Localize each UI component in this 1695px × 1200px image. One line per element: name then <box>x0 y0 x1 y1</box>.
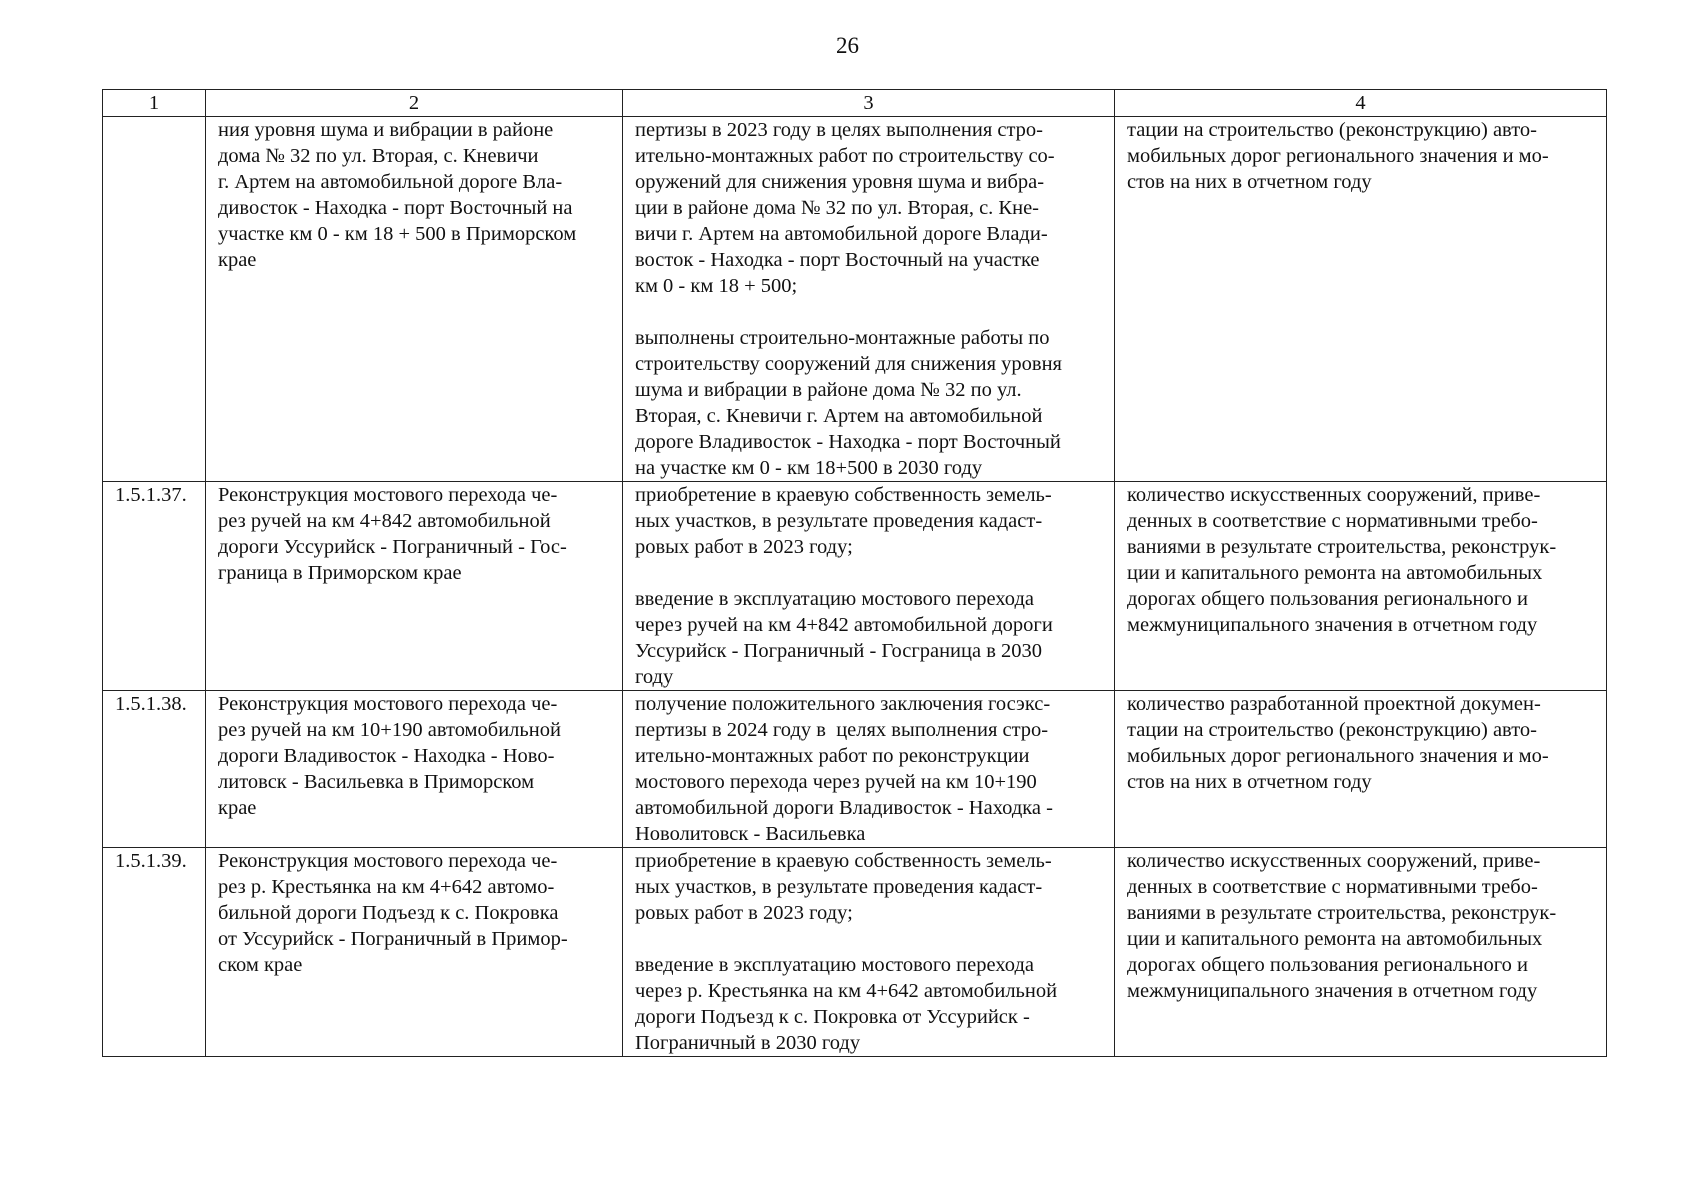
item-indicator: количество искусственных сооружений, приве- денных в соответствие с нормативными требо- ваниями в результате строительства, реконструк- ции и капитального ремонта на автомобильных дорогах общего пользования регионального и межмуниципального значения в отчетном году <box>1115 482 1607 691</box>
page-number: 26 <box>836 33 859 58</box>
table-row <box>103 482 1607 691</box>
item-name: Реконструкция мостового перехода че- рез ручей на км 10+190 автомобильной дороги Владивосток - Находка - Ново- литовск - Васильевка в Приморском крае <box>206 691 623 848</box>
item-indicator: количество искусственных сооружений, приве- денных в соответствие с нормативными требо- ваниями в результате строительства, реконструк- ции и капитального ремонта на автомобильных дорогах общего пользования регионального и межмуниципального значения в отчетном году <box>1115 848 1607 1057</box>
item-result: приобретение в краевую собственность земель- ных участков, в результате проведения кадаст- ровых работ в 2023 году; введение в эксплуатацию мостового перехода через р. Крестьянка на км 4+642 автомобильной дороги Подъезд к с. Покровка от Уссурийск - Пограничный в 2030 году <box>623 848 1115 1057</box>
item-name: ния уровня шума и вибрации в районе дома № 32 по ул. Вторая, с. Кневичи г. Артем на автомобильной дороге Вла- дивосток - Находка - порт Восточный на участке км 0 - км 18 + 500 в Приморском крае <box>206 117 623 482</box>
column-header: 1 <box>103 90 206 117</box>
item-number: 1.5.1.38. <box>103 691 206 848</box>
table-row <box>103 117 1607 482</box>
item-indicator: количество разработанной проектной докумен- тации на строительство (реконструкцию) авто- мобильных дорог регионального значения и мо- стов на них в отчетном году <box>1115 691 1607 848</box>
item-number: 1.5.1.37. <box>103 482 206 691</box>
item-number: 1.5.1.39. <box>103 848 206 1057</box>
item-result: приобретение в краевую собственность земель- ных участков, в результате проведения кадаст- ровых работ в 2023 году; введение в эксплуатацию мостового перехода через ручей на км 4+842 автомобильной дороги Уссурийск - Пограничный - Госграница в 2030 году <box>623 482 1115 691</box>
column-header: 2 <box>206 90 623 117</box>
header-row <box>103 90 1607 117</box>
item-result: пертизы в 2023 году в целях выполнения стро- ительно-монтажных работ по строительству со- оружений для снижения уровня шума и вибра- ции в районе дома № 32 по ул. Вторая, с. Кне- вичи г. Артем на автомобильной дороге Влади- восток - Находка - порт Восточный на участке км 0 - км 18 + 500; выполнены строительно-монтажные работы по строительству сооружений для снижения уровня шума и вибрации в районе дома № 32 по ул. Вторая, с. Кневичи г. Артем на автомобильной дороге Владивосток - Находка - порт Восточный на участке км 0 - км 18+500 в 2030 году <box>623 117 1115 482</box>
item-indicator: тации на строительство (реконструкцию) авто- мобильных дорог регионального значения и мо- стов на них в отчетном году <box>1115 117 1607 482</box>
item-number <box>103 117 206 482</box>
item-result: получение положительного заключения госэкс- пертизы в 2024 году в целях выполнения стро- ительно-монтажных работ по реконструкции мостового перехода через ручей на км 10+190 автомобильной дороги Владивосток - Находка - Новолитовск - Васильевка <box>623 691 1115 848</box>
item-name: Реконструкция мостового перехода че- рез ручей на км 4+842 автомобильной дороги Уссурийск - Пограничный - Гос- граница в Приморском крае <box>206 482 623 691</box>
column-header: 3 <box>623 90 1115 117</box>
table-row <box>103 848 1607 1057</box>
item-name: Реконструкция мостового перехода че- рез р. Крестьянка на км 4+642 автомо- бильной дороги Подъезд к с. Покровка от Уссурийск - Пограничный в Примор- ском крае <box>206 848 623 1057</box>
measures-table <box>102 89 1607 1057</box>
column-header: 4 <box>1115 90 1607 117</box>
table-row <box>103 691 1607 848</box>
